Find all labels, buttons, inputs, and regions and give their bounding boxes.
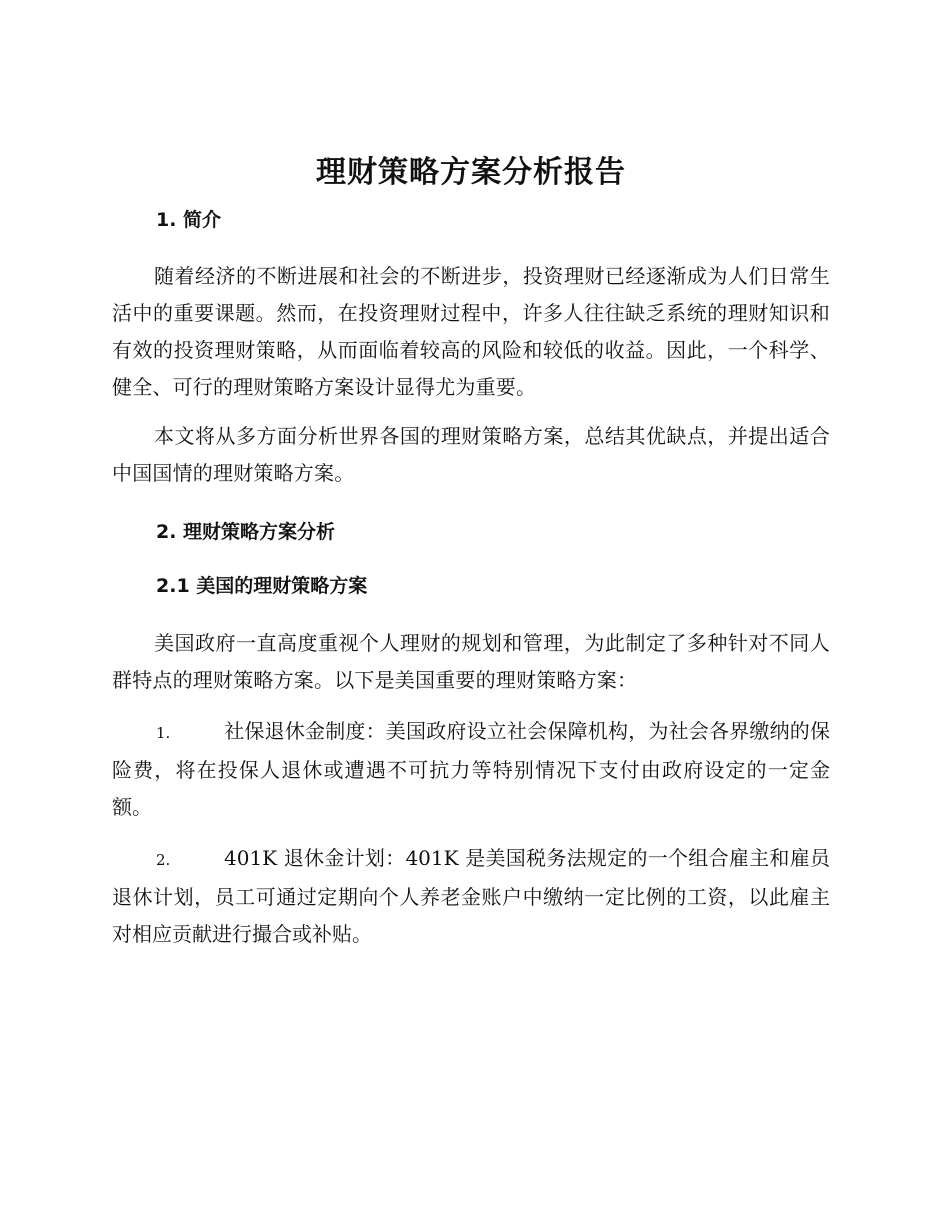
list-item-text: 社保退休金制度：美国政府设立社会保障机构，为社会各界缴纳的保险费，将在投保人退休或遭遇不可抗力等特别情况下支付由政府设定的一定金额。	[112, 719, 830, 819]
list-item-number: 1.	[156, 724, 171, 742]
list-item-number: 2.	[156, 851, 171, 869]
section-heading-intro: 1. 简介	[156, 209, 222, 231]
document-body	[112, 150, 830, 953]
section-heading-analysis: 2. 理财策略方案分析	[156, 521, 336, 543]
paragraph-us-intro: 美国政府一直高度重视个人理财的规划和管理，为此制定了多种针对不同人群特点的理财策略方案。以下是美国重要的理财策略方案：	[112, 631, 830, 692]
list-item	[112, 840, 830, 953]
paragraph-intro-2: 本文将从多方面分析世界各国的理财策略方案，总结其优缺点，并提出适合中国国情的理财策略方案。	[112, 424, 830, 485]
subsection-heading-us: 2.1 美国的理财策略方案	[156, 575, 368, 597]
paragraph-intro-1: 随着经济的不断进展和社会的不断进步，投资理财已经逐渐成为人们日常生活中的重要课题。然而，在投资理财过程中，许多人往往缺乏系统的理财知识和有效的投资理财策略，从而面临着较高的风险和较低的收益。因此，一个科学、健全、可行的理财策略方案设计显得尤为重要。	[112, 264, 830, 399]
list-item	[112, 713, 830, 826]
document-title: 理财策略方案分析报告	[316, 155, 626, 190]
list-item-text: 401K 退休金计划：401K 是美国税务法规定的一个组合雇主和雇员退休计划，员工可通过定期向个人养老金账户中缴纳一定比例的工资，以此雇主对相应贡献进行撮合或补贴。	[112, 846, 830, 946]
